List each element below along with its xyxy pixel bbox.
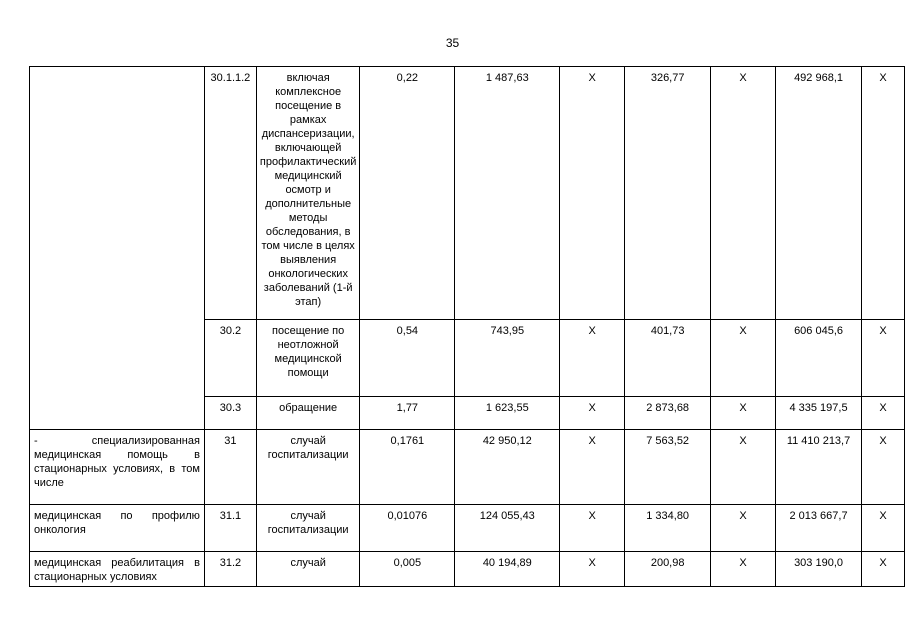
- row-x1-cell: Х: [560, 552, 625, 587]
- row-norm-cell: 0,22: [360, 67, 455, 320]
- row-code-cell: 31: [204, 430, 256, 505]
- table-row: [30, 552, 905, 587]
- page-number: 35: [445, 36, 460, 50]
- row-cost-cell: 40 194,89: [455, 552, 560, 587]
- row-x3-cell: Х: [862, 430, 905, 505]
- row-total-cell: 11 410 213,7: [776, 430, 862, 505]
- row-unit-cell: случай госпитализации: [256, 505, 359, 552]
- row-cost-cell: 743,95: [455, 320, 560, 397]
- row-cost-cell: 1 487,63: [455, 67, 560, 320]
- row-per-capita-cell: 1 334,80: [625, 505, 711, 552]
- row-per-capita-cell: 326,77: [625, 67, 711, 320]
- row-x2-cell: Х: [711, 320, 776, 397]
- row-per-capita-cell: 7 563,52: [625, 430, 711, 505]
- row-cost-cell: 42 950,12: [455, 430, 560, 505]
- row-per-capita-cell: 401,73: [625, 320, 711, 397]
- row-norm-cell: 0,01076: [360, 505, 455, 552]
- row-name-cell: - специализированная медицинская помощь в стационарных условиях, в том числе: [30, 430, 205, 505]
- row-x3-cell: Х: [862, 552, 905, 587]
- row-x1-cell: Х: [560, 505, 625, 552]
- row-code-cell: 30.3: [204, 397, 256, 430]
- row-total-cell: 606 045,6: [776, 320, 862, 397]
- table-row: [30, 67, 905, 320]
- row-total-cell: 2 013 667,7: [776, 505, 862, 552]
- row-unit-cell: случай госпитализации: [256, 430, 359, 505]
- row-x3-cell: Х: [862, 505, 905, 552]
- row-name-cell: медицинская по профилю онкология: [30, 505, 205, 552]
- row-x3-cell: Х: [862, 320, 905, 397]
- row-x2-cell: Х: [711, 505, 776, 552]
- row-code-cell: 31.2: [204, 552, 256, 587]
- row-x2-cell: Х: [711, 67, 776, 320]
- row-x2-cell: Х: [711, 552, 776, 587]
- row-unit-cell: включая комплексное посещение в рамках диспансеризации, включающей профилактический медицинский осмотр и дополнительные методы обследования, в том числе в целях выявления онкологических заболеваний (1-й этап): [256, 67, 359, 320]
- row-unit-cell: посещение по неотложной медицинской помощи: [256, 320, 359, 397]
- row-name-cell: [30, 67, 205, 430]
- row-cost-cell: 1 623,55: [455, 397, 560, 430]
- row-name-cell: медицинская реабилитация в стационарных условиях: [30, 552, 205, 587]
- row-total-cell: 492 968,1: [776, 67, 862, 320]
- row-unit-cell: случай: [256, 552, 359, 587]
- row-x1-cell: Х: [560, 397, 625, 430]
- row-code-cell: 30.2: [204, 320, 256, 397]
- row-norm-cell: 0,1761: [360, 430, 455, 505]
- row-norm-cell: 1,77: [360, 397, 455, 430]
- row-x3-cell: Х: [862, 397, 905, 430]
- row-per-capita-cell: 2 873,68: [625, 397, 711, 430]
- row-code-cell: 31.1: [204, 505, 256, 552]
- table-row: [30, 430, 905, 505]
- row-cost-cell: 124 055,43: [455, 505, 560, 552]
- funding-table: [29, 66, 905, 587]
- row-per-capita-cell: 200,98: [625, 552, 711, 587]
- row-total-cell: 4 335 197,5: [776, 397, 862, 430]
- row-x1-cell: Х: [560, 320, 625, 397]
- row-x1-cell: Х: [560, 67, 625, 320]
- row-x1-cell: Х: [560, 430, 625, 505]
- row-total-cell: 303 190,0: [776, 552, 862, 587]
- row-x3-cell: Х: [862, 67, 905, 320]
- row-norm-cell: 0,005: [360, 552, 455, 587]
- row-x2-cell: Х: [711, 397, 776, 430]
- row-x2-cell: Х: [711, 430, 776, 505]
- row-norm-cell: 0,54: [360, 320, 455, 397]
- row-code-cell: 30.1.1.2: [204, 67, 256, 320]
- row-unit-cell: обращение: [256, 397, 359, 430]
- table-row: [30, 505, 905, 552]
